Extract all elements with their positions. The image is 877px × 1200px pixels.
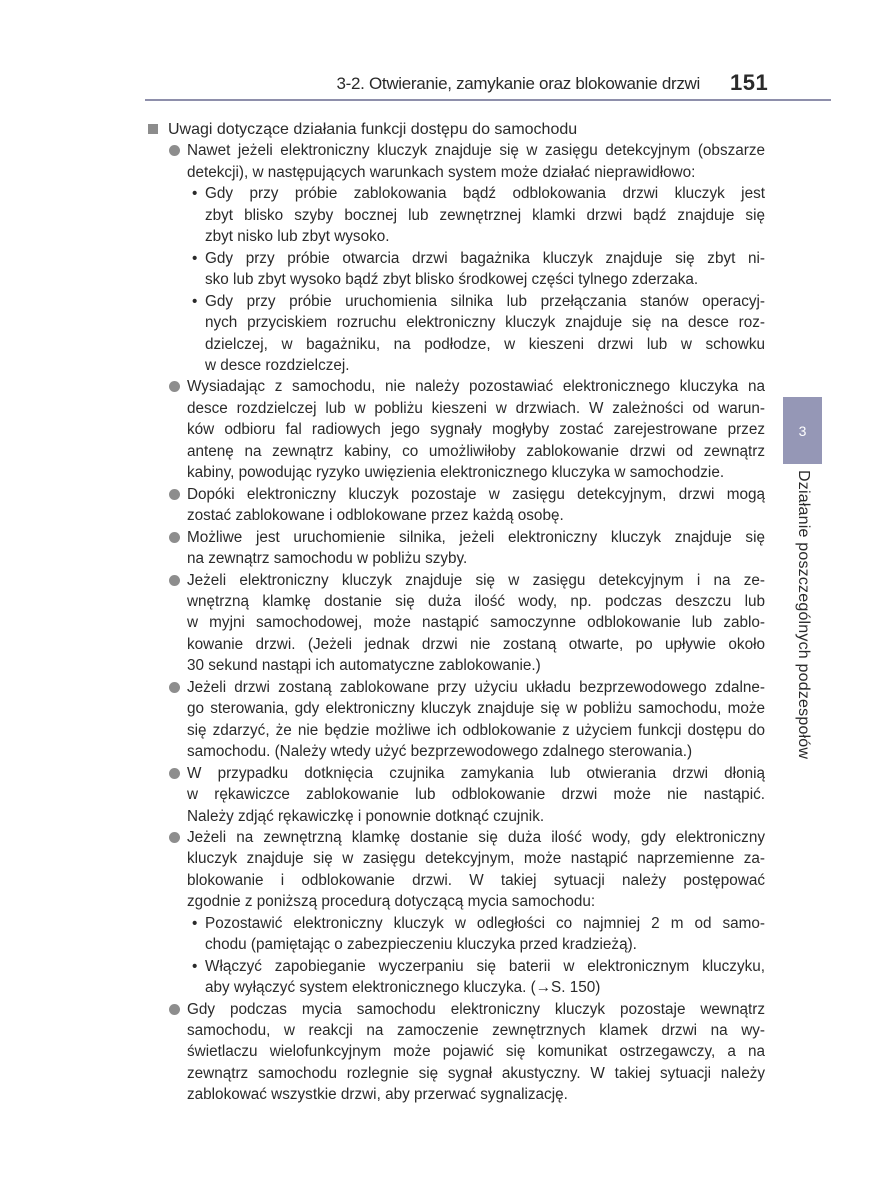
paragraph-line: ków odbioru fal radiowych jego sygnały mogłyby zostać zarejestrowane przez — [187, 421, 765, 439]
circle-bullet-icon — [169, 768, 180, 779]
list-item — [145, 376, 765, 483]
paragraph-line: wnętrzną klamkę dostanie się duża ilość wody, np. podczas deszczu lub — [187, 592, 765, 610]
paragraph-line: Jeżeli elektroniczny kluczyk znajduje się w zasięgu detekcyjnym i na ze- — [187, 571, 765, 589]
paragraph-line: zostać zablokowane i odblokowane przez każdą osobę. — [187, 507, 564, 525]
circle-bullet-icon — [169, 575, 180, 586]
paragraph-line: Dopóki elektroniczny kluczyk pozostaje w zasięgu detekcyjnym, drzwi mogą — [187, 485, 765, 503]
dot-bullet-icon: • — [192, 249, 198, 267]
paragraph-line: zablokować wszystkie drzwi, aby przerwać sygnalizację. — [187, 1086, 568, 1104]
sub-item-line: aby wyłączyć system elektronicznego kluczyka. (→S. 150) — [205, 979, 601, 997]
paragraph-line: kowanie drzwi. (Jeżeli jednak drzwi nie zostaną otwarte, po upływie około — [187, 635, 765, 653]
sub-item-line: Gdy przy próbie zablokowania bądź odblokowania drzwi kluczyk jest — [205, 185, 765, 203]
list-item — [145, 527, 765, 570]
sub-item-line: chodu (pamiętając o zabezpieczeniu kluczyka przed kradzieżą). — [205, 936, 637, 954]
circle-bullet-icon — [169, 532, 180, 543]
sub-item-line: w desce rozdzielczej. — [205, 356, 350, 374]
sub-item-line: Gdy przy próbie uruchomienia silnika lub przełączania stanów operacyj- — [205, 292, 765, 310]
paragraph-line: detekcji), w następujących warunkach system może działać nieprawidłowo: — [187, 163, 696, 181]
paragraph-line: antenę na zewnątrz kabiny, co umożliwiłoby zablokowanie drzwi od zewnątrz — [187, 442, 765, 460]
sub-item-line: zbyt blisko szyby bocznej lub zewnętrznej klamki drzwi bądź znajduje się — [205, 206, 765, 224]
sub-item-line: Włączyć zapobieganie wyczerpaniu się baterii w elektronicznym kluczyku, — [205, 957, 765, 975]
sub-list-item — [145, 248, 765, 291]
paragraph-line: Jeżeli na zewnętrzną klamkę dostanie się duża ilość wody, gdy elektroniczny — [187, 828, 765, 846]
list-item — [145, 140, 765, 183]
sub-item-line: Pozostawić elektroniczny kluczyk w odległości co najmniej 2 m od samo- — [205, 914, 765, 932]
sub-list-item — [145, 956, 765, 999]
paragraph-line: Należy zdjąć rękawiczkę i ponownie dotknąć czujnik. — [187, 807, 545, 825]
sub-item-line: Gdy przy próbie otwarcia drzwi bagażnika kluczyk znajduje się zbyt ni- — [205, 249, 765, 267]
paragraph-line: w rękawiczce zablokowanie lub odblokowanie drzwi może nie nastąpić. — [187, 786, 765, 804]
list-item — [145, 484, 765, 527]
header-divider — [145, 99, 831, 101]
circle-bullet-icon — [169, 832, 180, 843]
list-item — [145, 570, 765, 677]
paragraph-line: samochodu, w reakcji na zamoczenie zewnętrznych klamek drzwi na wy- — [187, 1022, 765, 1040]
paragraph-line: w myjni samochodowej, może nastąpić samoczynne odblokowanie lub zablo- — [187, 614, 765, 632]
dot-bullet-icon: • — [192, 185, 198, 203]
list-item — [145, 827, 765, 913]
paragraph-line: zgodnie z poniższą procedurą dotyczącą mycia samochodu: — [187, 893, 596, 911]
sub-list-item — [145, 291, 765, 377]
page-body — [145, 119, 765, 1106]
paragraph-line: Możliwe jest uruchomienie silnika, jeżeli elektroniczny kluczyk znajduje się — [187, 528, 765, 546]
paragraph-line: W przypadku dotknięcia czujnika zamykania lub otwierania drzwi dłonią — [187, 764, 765, 782]
section-heading — [145, 119, 765, 140]
running-header: 3-2. Otwieranie, zamykanie oraz blokowanie drzwi — [336, 74, 700, 93]
list-item — [145, 677, 765, 763]
page-number: 151 — [730, 70, 769, 95]
chapter-title-vertical: Działanie poszczególnych podzespołów — [795, 470, 812, 760]
circle-bullet-icon — [169, 489, 180, 500]
paragraph-line: kluczyk znajduje się w zasięgu detekcyjnym, może nastąpić naprzemienne za- — [187, 850, 765, 868]
paragraph-line: go sterowania, gdy elektroniczny kluczyk znajduje się w pobliżu samochodu, może — [187, 700, 765, 718]
chapter-tab: 3 — [783, 397, 822, 464]
list-item — [145, 763, 765, 827]
sub-list-item — [145, 183, 765, 247]
sub-item-line: sko lub zbyt wysoko bądź zbyt blisko środkowej części tylnego zderzaka. — [205, 271, 699, 289]
paragraph-line: blokowanie i odblokowanie drzwi. W takiej sytuacji należy postępować — [187, 871, 765, 889]
section-heading-text: Uwagi dotyczące działania funkcji dostępu do samochodu — [168, 121, 578, 138]
sub-item-line: nych przyciskiem rozruchu elektroniczny kluczyk znajduje się na desce roz- — [205, 314, 765, 332]
sub-item-line: zbyt nisko lub zbyt wysoko. — [205, 228, 390, 246]
paragraph-line: świetlaczu wielofunkcyjnym może pojawić się komunikat ostrzegawczy, a na — [187, 1043, 765, 1061]
list-item — [145, 999, 765, 1106]
paragraph-line: Jeżeli drzwi zostaną zablokowane przy użyciu układu bezprzewodowego zdalne- — [187, 678, 765, 696]
circle-bullet-icon — [169, 145, 180, 156]
sub-list-item — [145, 913, 765, 956]
paragraph-line: desce rozdzielczej lub w pobliżu kieszeni w drzwiach. W zależności od warun- — [187, 399, 765, 417]
circle-bullet-icon — [169, 381, 180, 392]
paragraph-line: Nawet jeżeli elektroniczny kluczyk znajduje się w zasięgu detekcyjnym (obszarze — [187, 142, 765, 160]
circle-bullet-icon — [169, 682, 180, 693]
dot-bullet-icon: • — [192, 914, 198, 932]
paragraph-line: samochodu. (Należy wtedy użyć bezprzewodowego zdalnego sterowania.) — [187, 743, 693, 761]
dot-bullet-icon: • — [192, 957, 198, 975]
paragraph-line: zewnątrz samochodu rozlegnie się sygnał akustyczny. W takiej sytuacji należy — [187, 1064, 765, 1082]
sub-item-line: dzielczej, w bagażniku, na podłodze, w kieszeni drzwi lub w schowku — [205, 335, 765, 353]
dot-bullet-icon: • — [192, 292, 198, 310]
paragraph-line: 30 sekund nastąpi ich automatyczne zablokowanie.) — [187, 657, 541, 675]
paragraph-line: kabiny, powodując ryzyko uwięzienia elektronicznego kluczyka w samochodzie. — [187, 464, 725, 482]
paragraph-line: na zewnątrz samochodu w pobliżu szyby. — [187, 550, 468, 568]
paragraph-line: Wysiadając z samochodu, nie należy pozostawiać elektronicznego kluczyka na — [187, 378, 765, 396]
circle-bullet-icon — [169, 1004, 180, 1015]
square-bullet-icon — [148, 124, 158, 134]
paragraph-line: się zdarzyć, że nie będzie możliwe ich odblokowanie z użyciem funkcji dostępu do — [187, 721, 765, 739]
paragraph-line: Gdy podczas mycia samochodu elektroniczny kluczyk pozostaje wewnątrz — [187, 1000, 765, 1018]
